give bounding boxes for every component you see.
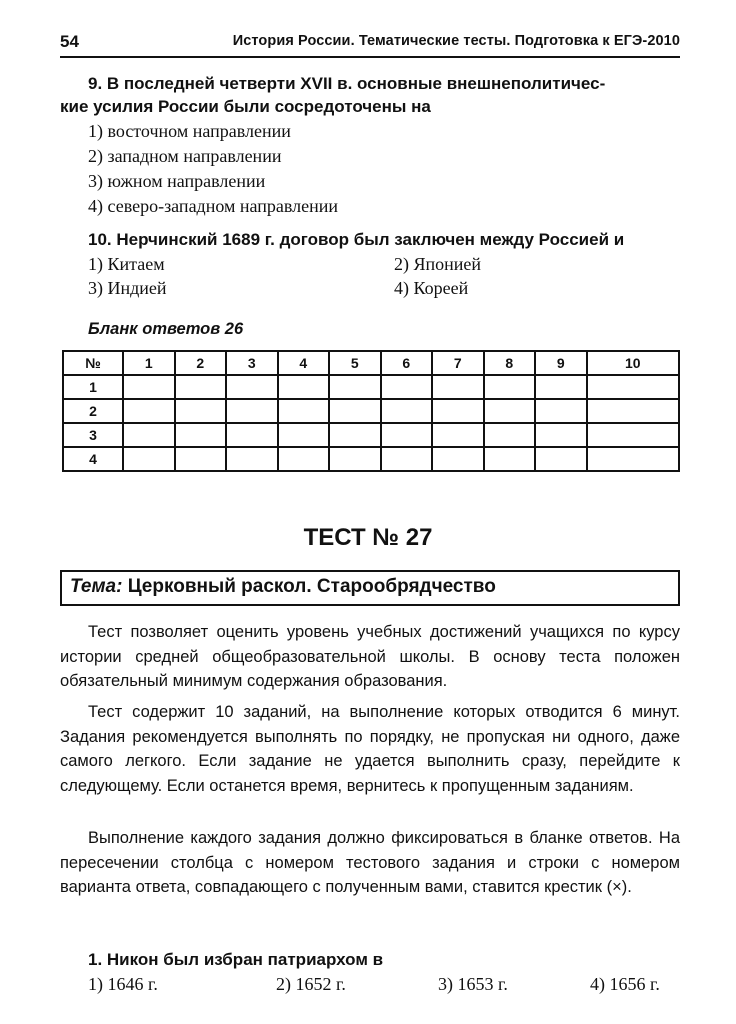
answer-cell[interactable] bbox=[587, 375, 680, 399]
question-10-option-2: 2) Японией bbox=[394, 254, 482, 274]
header-cell: 10 bbox=[587, 351, 680, 375]
answer-cell[interactable] bbox=[484, 423, 536, 447]
header-cell: 8 bbox=[484, 351, 536, 375]
paragraph-text: Выполнение каждого задания должно фиксироваться в бланке ответов. На пересечении столбца с номером тестового задания и строки с номером варианта ответа, совпадающего с полученным вами, ставится крестик (×). bbox=[60, 829, 680, 896]
header-cell-number-sign: № bbox=[63, 351, 123, 375]
header-cell: 5 bbox=[329, 351, 381, 375]
answer-cell[interactable] bbox=[175, 447, 227, 471]
question-1-option-3: 3) 1653 г. bbox=[438, 974, 508, 994]
topic-text: Церковный раскол. Старообрядчество bbox=[127, 576, 496, 597]
answer-cell[interactable] bbox=[329, 423, 381, 447]
answer-cell[interactable] bbox=[123, 399, 175, 423]
question-1-title: 1. Никон был избран патриархом в bbox=[88, 950, 384, 969]
header-cell: 7 bbox=[432, 351, 484, 375]
answer-cell[interactable] bbox=[535, 447, 587, 471]
answer-cell[interactable] bbox=[535, 399, 587, 423]
question-10-option-4: 4) Кореей bbox=[394, 278, 469, 298]
intro-paragraph-3 bbox=[60, 826, 680, 900]
answer-cell[interactable] bbox=[432, 447, 484, 471]
paragraph-text: Тест содержит 10 заданий, на выполнение которых отводится 6 минут. Задания рекомендуется выполнять по порядку, не пропуская ни одного, даже самого легкого. Если задание не удается выполнить сразу, перейдите к следующему. Если останется время, вернитесь к пропущенным заданиям. bbox=[60, 703, 680, 795]
answer-cell[interactable] bbox=[432, 423, 484, 447]
row-label: 3 bbox=[63, 423, 123, 447]
answer-cell[interactable] bbox=[123, 447, 175, 471]
header-cell: 3 bbox=[226, 351, 278, 375]
answer-cell[interactable] bbox=[226, 399, 278, 423]
answer-row bbox=[63, 423, 679, 447]
answer-cell[interactable] bbox=[587, 423, 680, 447]
question-1-option-1: 1) 1646 г. bbox=[88, 974, 158, 994]
answer-cell[interactable] bbox=[484, 375, 536, 399]
answer-sheet-title: Бланк ответов 26 bbox=[88, 320, 244, 338]
answer-row bbox=[63, 447, 679, 471]
answer-cell[interactable] bbox=[278, 423, 330, 447]
answer-cell[interactable] bbox=[381, 423, 433, 447]
question-9-option-4: 4) северо-западном направлении bbox=[88, 196, 339, 216]
answer-cell[interactable] bbox=[535, 423, 587, 447]
answer-cell[interactable] bbox=[278, 447, 330, 471]
header-cell: 9 bbox=[535, 351, 587, 375]
answer-cell[interactable] bbox=[329, 375, 381, 399]
answer-cell[interactable] bbox=[587, 447, 680, 471]
question-10-option-3: 3) Индией bbox=[88, 278, 167, 298]
question-1-option-4: 4) 1656 г. bbox=[590, 974, 660, 994]
answer-cell[interactable] bbox=[329, 447, 381, 471]
answer-cell[interactable] bbox=[381, 375, 433, 399]
question-9-option-2: 2) западном направлении bbox=[88, 146, 282, 166]
intro-paragraph-1 bbox=[60, 620, 680, 694]
answer-sheet-table bbox=[62, 350, 680, 472]
answer-cell[interactable] bbox=[226, 447, 278, 471]
answer-cell[interactable] bbox=[175, 375, 227, 399]
answer-cell[interactable] bbox=[226, 375, 278, 399]
answer-cell[interactable] bbox=[381, 447, 433, 471]
question-1-option-2: 2) 1652 г. bbox=[276, 974, 346, 994]
answer-cell[interactable] bbox=[123, 423, 175, 447]
question-10-title: 10. Нерчинский 1689 г. договор был заключен между Россией и bbox=[88, 230, 625, 249]
topic-label: Тема: bbox=[70, 576, 123, 597]
question-10-option-1: 1) Китаем bbox=[88, 254, 165, 274]
answer-cell[interactable] bbox=[432, 399, 484, 423]
intro-paragraph-2 bbox=[60, 700, 680, 798]
answer-row bbox=[63, 375, 679, 399]
header-cell: 4 bbox=[278, 351, 330, 375]
paragraph-text: Тест позволяет оценить уровень учебных достижений учащихся по курсу истории средней общеобразовательной школы. В основу теста положен обязательный минимум содержания образования. bbox=[60, 623, 680, 690]
topic-box bbox=[60, 570, 680, 606]
question-9-title-line1: 9. В последней четверти XVII в. основные внешнеполитичес- bbox=[88, 74, 606, 93]
answer-cell[interactable] bbox=[587, 399, 680, 423]
answer-cell[interactable] bbox=[175, 423, 227, 447]
question-9-option-1: 1) восточном направлении bbox=[88, 121, 291, 141]
question-9-option-3: 3) южном направлении bbox=[88, 171, 266, 191]
answer-cell[interactable] bbox=[381, 399, 433, 423]
question-9-title-line2: кие усилия России были сосредоточены на bbox=[60, 97, 431, 116]
answer-cell[interactable] bbox=[175, 399, 227, 423]
answer-cell[interactable] bbox=[484, 399, 536, 423]
running-title: История России. Тематические тесты. Подготовка к ЕГЭ-2010 bbox=[232, 33, 680, 49]
test-title: ТЕСТ № 27 bbox=[303, 524, 433, 551]
answer-row bbox=[63, 399, 679, 423]
answer-cell[interactable] bbox=[278, 399, 330, 423]
answer-cell[interactable] bbox=[123, 375, 175, 399]
page-header bbox=[60, 30, 680, 58]
header-cell: 2 bbox=[175, 351, 227, 375]
answer-cell[interactable] bbox=[484, 447, 536, 471]
header-cell: 6 bbox=[381, 351, 433, 375]
answer-cell[interactable] bbox=[278, 375, 330, 399]
answer-cell[interactable] bbox=[432, 375, 484, 399]
answer-cell[interactable] bbox=[329, 399, 381, 423]
page-number: 54 bbox=[60, 32, 79, 51]
row-label: 1 bbox=[63, 375, 123, 399]
row-label: 4 bbox=[63, 447, 123, 471]
answer-cell[interactable] bbox=[535, 375, 587, 399]
header-cell: 1 bbox=[123, 351, 175, 375]
answer-cell[interactable] bbox=[226, 423, 278, 447]
row-label: 2 bbox=[63, 399, 123, 423]
answer-sheet-header-row bbox=[63, 351, 679, 375]
